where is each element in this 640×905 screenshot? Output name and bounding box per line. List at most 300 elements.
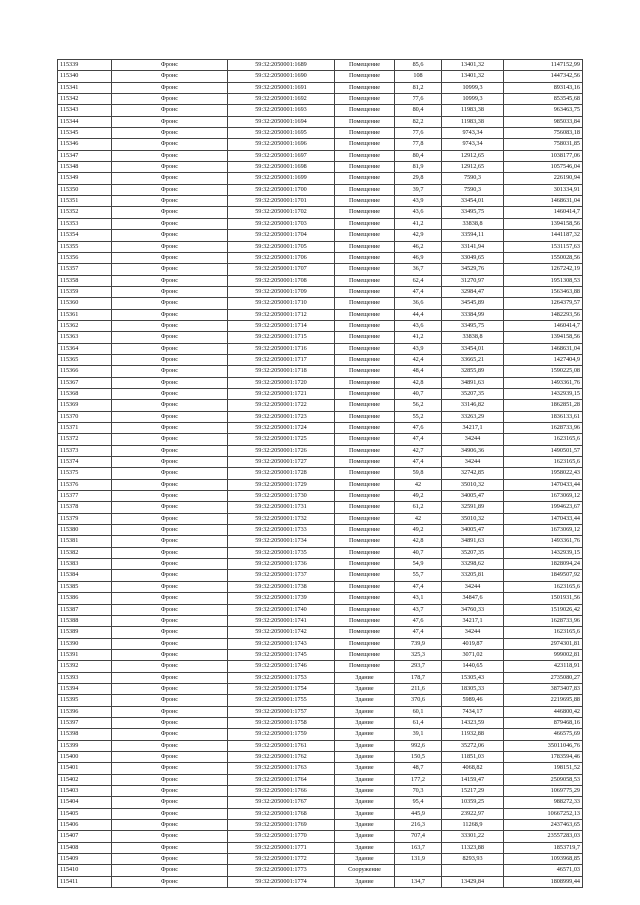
cadastral-value-cell: 1038177,06 [504, 150, 583, 161]
area-cell: 42,4 [395, 354, 442, 365]
cadastral-number-cell: 59:32:2050001:1701 [228, 196, 335, 207]
cadastral-value-cell: 1069775,29 [504, 786, 583, 797]
area-cell: 61,2 [395, 502, 442, 513]
cadastral-value-cell: 1958022,43 [504, 468, 583, 479]
cadastral-number-cell: 59:32:2050001:1722 [228, 400, 335, 411]
object-type-cell: Здание [335, 763, 395, 774]
unit-value-cell: 34891,63 [442, 536, 504, 547]
cadastral-value-cell: 1563463,88 [504, 286, 583, 297]
object-type-cell: Помещение [335, 638, 395, 649]
cadastral-number-cell: 59:32:2050001:1759 [228, 729, 335, 740]
cadastral-value-cell: 758031,85 [504, 139, 583, 150]
cadastral-number-cell: 59:32:2050001:1725 [228, 434, 335, 445]
area-cell: 55,2 [395, 411, 442, 422]
cadastral-value-cell: 1470433,44 [504, 479, 583, 490]
client-cell: Фронс [112, 672, 228, 683]
cadastral-value-cell: 1267242,19 [504, 264, 583, 275]
table-row [58, 60, 583, 71]
area-cell: 178,7 [395, 672, 442, 683]
area-cell: 43,9 [395, 196, 442, 207]
object-type-cell: Помещение [335, 94, 395, 105]
object-type-cell: Помещение [335, 207, 395, 218]
cadastral-number-cell: 59:32:2050001:1767 [228, 797, 335, 808]
row-number-cell: 115383 [58, 559, 112, 570]
object-type-cell: Здание [335, 808, 395, 819]
table-row [58, 547, 583, 558]
client-cell: Фронс [112, 842, 228, 853]
cadastral-number-cell: 59:32:2050001:1714 [228, 320, 335, 331]
area-cell: 70,3 [395, 786, 442, 797]
table-row [58, 366, 583, 377]
table-row [58, 525, 583, 536]
row-number-cell: 115403 [58, 786, 112, 797]
cadastral-number-cell: 59:32:2050001:1693 [228, 105, 335, 116]
area-cell: 41,2 [395, 332, 442, 343]
row-number-cell: 115396 [58, 706, 112, 717]
cadastral-value-cell: 1394158,56 [504, 332, 583, 343]
row-number-cell: 115354 [58, 230, 112, 241]
client-cell: Фронс [112, 139, 228, 150]
object-type-cell: Помещение [335, 491, 395, 502]
unit-value-cell: 34005,47 [442, 491, 504, 502]
document-page [57, 59, 583, 888]
cadastral-number-cell: 59:32:2050001:1731 [228, 502, 335, 513]
cadastral-value-cell: 1628733,96 [504, 615, 583, 626]
area-cell: 43,9 [395, 343, 442, 354]
object-type-cell: Помещение [335, 649, 395, 660]
client-cell: Фронс [112, 536, 228, 547]
area-cell: 81,2 [395, 82, 442, 93]
table-row [58, 241, 583, 252]
object-type-cell: Помещение [335, 479, 395, 490]
cadastral-number-cell: 59:32:2050001:1768 [228, 808, 335, 819]
table-row [58, 218, 583, 229]
object-type-cell: Помещение [335, 252, 395, 263]
client-cell: Фронс [112, 445, 228, 456]
cadastral-number-cell: 59:32:2050001:1690 [228, 71, 335, 82]
row-number-cell: 115391 [58, 649, 112, 660]
client-cell: Фронс [112, 71, 228, 82]
area-cell: 54,9 [395, 559, 442, 570]
cadastral-number-cell: 59:32:2050001:1696 [228, 139, 335, 150]
row-number-cell: 115378 [58, 502, 112, 513]
cadastral-number-cell: 59:32:2050001:1727 [228, 457, 335, 468]
cadastral-number-cell: 59:32:2050001:1735 [228, 547, 335, 558]
object-type-cell: Сооружение [335, 865, 395, 876]
client-cell: Фронс [112, 717, 228, 728]
object-type-cell: Помещение [335, 400, 395, 411]
cadastral-number-cell: 59:32:2050001:1729 [228, 479, 335, 490]
cadastral-value-cell: 1673069,12 [504, 525, 583, 536]
object-type-cell: Помещение [335, 162, 395, 173]
area-cell: 47,6 [395, 423, 442, 434]
client-cell: Фронс [112, 320, 228, 331]
table-row [58, 116, 583, 127]
client-cell: Фронс [112, 377, 228, 388]
unit-value-cell: 11323,88 [442, 842, 504, 853]
row-number-cell: 115379 [58, 513, 112, 524]
unit-value-cell: 35207,35 [442, 388, 504, 399]
unit-value-cell: 14323,59 [442, 717, 504, 728]
row-number-cell: 115341 [58, 82, 112, 93]
object-type-cell: Помещение [335, 150, 395, 161]
cadastral-value-cell: 1432939,15 [504, 547, 583, 558]
unit-value-cell: 33838,8 [442, 332, 504, 343]
client-cell: Фронс [112, 683, 228, 694]
area-cell: 43,6 [395, 320, 442, 331]
row-number-cell: 115404 [58, 797, 112, 808]
table-row [58, 570, 583, 581]
object-type-cell: Помещение [335, 570, 395, 581]
cadastral-number-cell: 59:32:2050001:1769 [228, 820, 335, 831]
client-cell: Фронс [112, 309, 228, 320]
table-row [58, 400, 583, 411]
cadastral-number-cell: 59:32:2050001:1698 [228, 162, 335, 173]
unit-value-cell [442, 865, 504, 876]
client-cell: Фронс [112, 570, 228, 581]
area-cell: 48,4 [395, 366, 442, 377]
cadastral-value-cell: 198151,52 [504, 763, 583, 774]
object-type-cell: Здание [335, 797, 395, 808]
cadastral-value-cell: 1853719,7 [504, 842, 583, 853]
table-row [58, 309, 583, 320]
area-cell: 134,7 [395, 876, 442, 887]
area-cell: 216,3 [395, 820, 442, 831]
table-row [58, 445, 583, 456]
client-cell: Фронс [112, 207, 228, 218]
unit-value-cell: 33454,01 [442, 196, 504, 207]
table-row [58, 559, 583, 570]
cadastral-number-cell: 59:32:2050001:1721 [228, 388, 335, 399]
table-row [58, 706, 583, 717]
table-row [58, 71, 583, 82]
table-row [58, 94, 583, 105]
table-row [58, 842, 583, 853]
client-cell: Фронс [112, 604, 228, 615]
unit-value-cell: 11983,38 [442, 116, 504, 127]
cadastral-value-cell: 1994623,67 [504, 502, 583, 513]
table-row [58, 786, 583, 797]
row-number-cell: 115376 [58, 479, 112, 490]
unit-value-cell: 5989,46 [442, 695, 504, 706]
object-type-cell: Здание [335, 831, 395, 842]
table-row [58, 411, 583, 422]
table-row [58, 354, 583, 365]
client-cell: Фронс [112, 638, 228, 649]
client-cell: Фронс [112, 128, 228, 139]
cadastral-value-cell: 2437463,65 [504, 820, 583, 831]
cadastral-value-cell: 301334,91 [504, 184, 583, 195]
unit-value-cell: 33298,62 [442, 559, 504, 570]
cadastral-value-cell: 226190,94 [504, 173, 583, 184]
cadastral-number-cell: 59:32:2050001:1708 [228, 275, 335, 286]
object-type-cell: Помещение [335, 661, 395, 672]
cadastral-value-cell: 1482293,56 [504, 309, 583, 320]
client-cell: Фронс [112, 513, 228, 524]
client-cell: Фронс [112, 354, 228, 365]
area-cell: 293,7 [395, 661, 442, 672]
client-cell: Фронс [112, 230, 228, 241]
table-row [58, 298, 583, 309]
area-cell: 41,2 [395, 218, 442, 229]
row-number-cell: 115370 [58, 411, 112, 422]
cadastral-number-cell: 59:32:2050001:1705 [228, 241, 335, 252]
client-cell: Фронс [112, 82, 228, 93]
cadastral-value-cell: 1264379,57 [504, 298, 583, 309]
table-row [58, 275, 583, 286]
area-cell: 108 [395, 71, 442, 82]
row-number-cell: 115344 [58, 116, 112, 127]
cadastral-number-cell: 59:32:2050001:1730 [228, 491, 335, 502]
client-cell: Фронс [112, 94, 228, 105]
object-type-cell: Помещение [335, 377, 395, 388]
cadastral-number-cell: 59:32:2050001:1762 [228, 751, 335, 762]
cadastral-value-cell: 1057546,04 [504, 162, 583, 173]
table-row [58, 434, 583, 445]
cadastral-value-cell: 988272,33 [504, 797, 583, 808]
client-cell: Фронс [112, 434, 228, 445]
client-cell: Фронс [112, 615, 228, 626]
row-number-cell: 115353 [58, 218, 112, 229]
cadastral-number-cell: 59:32:2050001:1716 [228, 343, 335, 354]
cadastral-value-cell: 1836133,61 [504, 411, 583, 422]
object-type-cell: Помещение [335, 366, 395, 377]
unit-value-cell: 33205,81 [442, 570, 504, 581]
row-number-cell: 115399 [58, 740, 112, 751]
row-number-cell: 115374 [58, 457, 112, 468]
cadastral-value-cell: 1623165,6 [504, 434, 583, 445]
object-type-cell: Здание [335, 876, 395, 887]
row-number-cell: 115351 [58, 196, 112, 207]
object-type-cell: Помещение [335, 332, 395, 343]
cadastral-number-cell: 59:32:2050001:1755 [228, 695, 335, 706]
unit-value-cell: 10999,3 [442, 82, 504, 93]
row-number-cell: 115395 [58, 695, 112, 706]
row-number-cell: 115411 [58, 876, 112, 887]
object-type-cell: Помещение [335, 275, 395, 286]
area-cell: 43,6 [395, 207, 442, 218]
table-row [58, 479, 583, 490]
area-cell [395, 865, 442, 876]
object-type-cell: Здание [335, 717, 395, 728]
table-row [58, 649, 583, 660]
cadastral-number-cell: 59:32:2050001:1724 [228, 423, 335, 434]
cadastral-value-cell: 999002,81 [504, 649, 583, 660]
object-type-cell: Помещение [335, 196, 395, 207]
table-row [58, 740, 583, 751]
cadastral-value-cell: 1468631,04 [504, 196, 583, 207]
cadastral-value-cell: 1447342,56 [504, 71, 583, 82]
cadastral-number-cell: 59:32:2050001:1703 [228, 218, 335, 229]
cadastral-number-cell: 59:32:2050001:1740 [228, 604, 335, 615]
object-type-cell: Помещение [335, 60, 395, 71]
object-type-cell: Помещение [335, 116, 395, 127]
cadastral-number-cell: 59:32:2050001:1694 [228, 116, 335, 127]
client-cell: Фронс [112, 105, 228, 116]
row-number-cell: 115356 [58, 252, 112, 263]
object-type-cell: Помещение [335, 354, 395, 365]
row-number-cell: 115349 [58, 173, 112, 184]
area-cell: 55,7 [395, 570, 442, 581]
object-type-cell: Помещение [335, 105, 395, 116]
client-cell: Фронс [112, 786, 228, 797]
cadastral-number-cell: 59:32:2050001:1764 [228, 774, 335, 785]
unit-value-cell: 1440,65 [442, 661, 504, 672]
client-cell: Фронс [112, 593, 228, 604]
row-number-cell: 115390 [58, 638, 112, 649]
row-number-cell: 115375 [58, 468, 112, 479]
object-type-cell: Помещение [335, 343, 395, 354]
table-row [58, 717, 583, 728]
object-type-cell: Здание [335, 854, 395, 865]
row-number-cell: 115372 [58, 434, 112, 445]
cadastral-value-cell: 46571,03 [504, 865, 583, 876]
object-type-cell: Здание [335, 695, 395, 706]
cadastral-number-cell: 59:32:2050001:1726 [228, 445, 335, 456]
unit-value-cell: 34005,47 [442, 525, 504, 536]
row-number-cell: 115409 [58, 854, 112, 865]
cadastral-number-cell: 59:32:2050001:1689 [228, 60, 335, 71]
table-row [58, 162, 583, 173]
client-cell: Фронс [112, 774, 228, 785]
row-number-cell: 115366 [58, 366, 112, 377]
cadastral-value-cell: 1828094,24 [504, 559, 583, 570]
cadastral-number-cell: 59:32:2050001:1773 [228, 865, 335, 876]
object-type-cell: Помещение [335, 264, 395, 275]
unit-value-cell: 7590,3 [442, 184, 504, 195]
area-cell: 177,2 [395, 774, 442, 785]
object-type-cell: Здание [335, 786, 395, 797]
row-number-cell: 115373 [58, 445, 112, 456]
unit-value-cell: 13429,84 [442, 876, 504, 887]
table-row [58, 173, 583, 184]
cadastral-number-cell: 59:32:2050001:1739 [228, 593, 335, 604]
row-number-cell: 115371 [58, 423, 112, 434]
row-number-cell: 115387 [58, 604, 112, 615]
cadastral-value-cell: 853545,68 [504, 94, 583, 105]
client-cell: Фронс [112, 649, 228, 660]
row-number-cell: 115358 [58, 275, 112, 286]
table-row [58, 423, 583, 434]
client-cell: Фронс [112, 695, 228, 706]
area-cell: 77,6 [395, 128, 442, 139]
cadastral-number-cell: 59:32:2050001:1720 [228, 377, 335, 388]
cadastral-value-cell: 1673069,12 [504, 491, 583, 502]
cadastral-value-cell: 1628733,96 [504, 423, 583, 434]
cadastral-number-cell: 59:32:2050001:1758 [228, 717, 335, 728]
cadastral-number-cell: 59:32:2050001:1695 [228, 128, 335, 139]
unit-value-cell: 35010,32 [442, 513, 504, 524]
area-cell: 36,7 [395, 264, 442, 275]
client-cell: Фронс [112, 559, 228, 570]
unit-value-cell: 32855,89 [442, 366, 504, 377]
table-row [58, 808, 583, 819]
unit-value-cell: 7434,17 [442, 706, 504, 717]
cadastral-value-cell: 1493361,76 [504, 377, 583, 388]
row-number-cell: 115361 [58, 309, 112, 320]
unit-value-cell: 3071,02 [442, 649, 504, 660]
row-number-cell: 115392 [58, 661, 112, 672]
cadastral-value-cell: 1093968,85 [504, 854, 583, 865]
object-type-cell: Помещение [335, 547, 395, 558]
client-cell: Фронс [112, 865, 228, 876]
area-cell: 211,6 [395, 683, 442, 694]
unit-value-cell: 33838,8 [442, 218, 504, 229]
unit-value-cell: 34244 [442, 581, 504, 592]
object-type-cell: Здание [335, 706, 395, 717]
unit-value-cell: 34217,1 [442, 423, 504, 434]
area-cell: 46,2 [395, 241, 442, 252]
table-row [58, 320, 583, 331]
client-cell: Фронс [112, 740, 228, 751]
area-cell: 39,1 [395, 729, 442, 740]
client-cell: Фронс [112, 264, 228, 275]
area-cell: 163,7 [395, 842, 442, 853]
object-type-cell: Помещение [335, 525, 395, 536]
cadastral-value-cell: 1519026,42 [504, 604, 583, 615]
client-cell: Фронс [112, 627, 228, 638]
object-type-cell: Помещение [335, 434, 395, 445]
unit-value-cell: 15305,43 [442, 672, 504, 683]
row-number-cell: 115340 [58, 71, 112, 82]
row-number-cell: 115388 [58, 615, 112, 626]
area-cell: 46,9 [395, 252, 442, 263]
cadastral-number-cell: 59:32:2050001:1745 [228, 649, 335, 660]
area-cell: 707,4 [395, 831, 442, 842]
cadastral-value-cell: 2974301,81 [504, 638, 583, 649]
row-number-cell: 115407 [58, 831, 112, 842]
object-type-cell: Помещение [335, 445, 395, 456]
row-number-cell: 115381 [58, 536, 112, 547]
table-row [58, 264, 583, 275]
table-row [58, 774, 583, 785]
cadastral-number-cell: 59:32:2050001:1754 [228, 683, 335, 694]
client-cell: Фронс [112, 491, 228, 502]
object-type-cell: Помещение [335, 388, 395, 399]
unit-value-cell: 14159,47 [442, 774, 504, 785]
area-cell: 739,9 [395, 638, 442, 649]
area-cell: 77,6 [395, 94, 442, 105]
unit-value-cell: 13401,32 [442, 60, 504, 71]
row-number-cell: 115342 [58, 94, 112, 105]
area-cell: 47,4 [395, 286, 442, 297]
area-cell: 80,4 [395, 150, 442, 161]
table-row [58, 729, 583, 740]
unit-value-cell: 10359,25 [442, 797, 504, 808]
cadastral-value-cell: 1623165,6 [504, 627, 583, 638]
unit-value-cell: 12912,65 [442, 162, 504, 173]
unit-value-cell: 18305,33 [442, 683, 504, 694]
row-number-cell: 115345 [58, 128, 112, 139]
cadastral-value-cell: 1460414,7 [504, 207, 583, 218]
table-row [58, 763, 583, 774]
client-cell: Фронс [112, 831, 228, 842]
unit-value-cell: 33301,22 [442, 831, 504, 842]
unit-value-cell: 33495,75 [442, 320, 504, 331]
table-row [58, 196, 583, 207]
row-number-cell: 115365 [58, 354, 112, 365]
table-row [58, 286, 583, 297]
cadastral-value-cell: 23557283,03 [504, 831, 583, 842]
client-cell: Фронс [112, 343, 228, 354]
cadastral-number-cell: 59:32:2050001:1741 [228, 615, 335, 626]
object-type-cell: Здание [335, 683, 395, 694]
table-row [58, 491, 583, 502]
client-cell: Фронс [112, 876, 228, 887]
table-row [58, 751, 583, 762]
row-number-cell: 115368 [58, 388, 112, 399]
area-cell: 39,7 [395, 184, 442, 195]
